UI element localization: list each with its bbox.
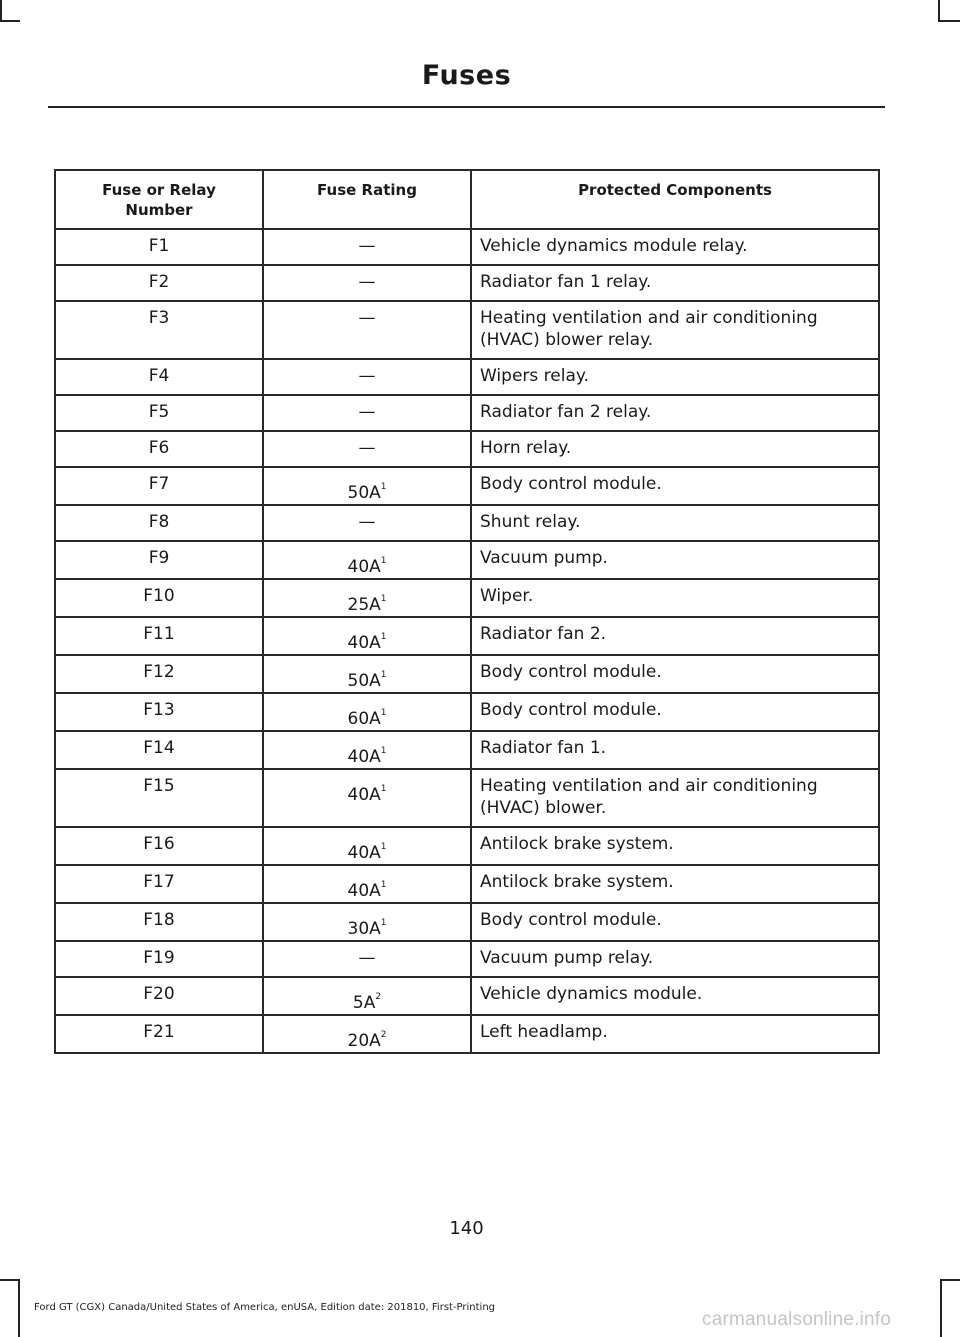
fuse-rating-value: 40A — [347, 747, 381, 767]
footnote-marker: 1 — [380, 594, 387, 604]
table-row — [55, 655, 879, 693]
protected-component: Shunt relay. — [471, 505, 879, 541]
footnote-marker: 1 — [380, 880, 387, 890]
fuse-rating-value: 50A — [347, 483, 381, 503]
fuse-number: F1 — [55, 229, 263, 265]
table-row — [55, 505, 879, 541]
fuse-rating — [263, 579, 471, 617]
protected-component: Vehicle dynamics module relay. — [471, 229, 879, 265]
protected-component: Body control module. — [471, 467, 879, 505]
fuse-rating — [263, 617, 471, 655]
fuse-number: F13 — [55, 693, 263, 731]
fuse-rating-value: 5A — [352, 993, 376, 1013]
protected-component: Antilock brake system. — [471, 865, 879, 903]
protected-component: Radiator fan 1. — [471, 731, 879, 769]
table-row — [55, 301, 879, 359]
fuse-rating — [263, 505, 471, 541]
header-fuse-rating: Fuse Rating — [263, 170, 471, 229]
table-row — [55, 265, 879, 301]
table-row — [55, 229, 879, 265]
fuse-rating — [263, 903, 471, 941]
table-row — [55, 941, 879, 977]
fuse-rating-value: 40A — [347, 785, 381, 805]
footnote-marker: 1 — [380, 918, 387, 928]
fuse-number: F19 — [55, 941, 263, 977]
protected-component: Radiator fan 1 relay. — [471, 265, 879, 301]
fuse-rating — [263, 359, 471, 395]
fuse-number: F3 — [55, 301, 263, 359]
fuse-number: F18 — [55, 903, 263, 941]
table-row — [55, 395, 879, 431]
fuse-rating-value: 20A — [347, 1031, 381, 1051]
fuse-rating — [263, 229, 471, 265]
protected-component: Radiator fan 2. — [471, 617, 879, 655]
table-row — [55, 541, 879, 579]
footnote-marker: 1 — [380, 670, 387, 680]
footnote-marker: 1 — [380, 784, 387, 794]
table-row — [55, 1015, 879, 1053]
fuse-rating — [263, 731, 471, 769]
fuse-rating-value: 40A — [347, 633, 381, 653]
page-title: Fuses — [421, 60, 512, 91]
footnote-marker: 1 — [380, 746, 387, 756]
footnote-marker: 1 — [380, 632, 387, 642]
protected-component: Left headlamp. — [471, 1015, 879, 1053]
fuse-rating — [263, 431, 471, 467]
table-row — [55, 731, 879, 769]
protected-component: Body control module. — [471, 655, 879, 693]
fuse-rating-value: 25A — [347, 595, 381, 615]
fuse-number: F21 — [55, 1015, 263, 1053]
table-row — [55, 431, 879, 467]
fuse-number: F2 — [55, 265, 263, 301]
fuse-rating-value: — — [358, 512, 376, 532]
table-row — [55, 359, 879, 395]
crop-mark — [938, 20, 960, 22]
table-row — [55, 617, 879, 655]
crop-mark — [940, 1279, 942, 1337]
protected-component: Heating ventilation and air conditioning (HVAC) blower. — [471, 769, 879, 827]
protected-component: Wipers relay. — [471, 359, 879, 395]
fuse-rating-value: — — [358, 272, 376, 292]
header-fuse-number — [55, 170, 263, 229]
fuse-number: F16 — [55, 827, 263, 865]
fuse-rating-value: — — [358, 438, 376, 458]
fuse-rating-value: 30A — [347, 919, 381, 939]
fuse-table — [54, 169, 880, 1054]
protected-component: Vacuum pump relay. — [471, 941, 879, 977]
fuse-rating-value: — — [358, 402, 376, 422]
crop-mark — [938, 0, 940, 20]
footnote-marker: 1 — [380, 708, 387, 718]
fuse-number: F17 — [55, 865, 263, 903]
footnote-marker: 1 — [380, 556, 387, 566]
footnote-marker: 1 — [380, 482, 387, 492]
table-row — [55, 467, 879, 505]
fuse-number: F5 — [55, 395, 263, 431]
fuse-rating — [263, 977, 471, 1015]
header-fuse-number-line1: Fuse or Relay — [102, 181, 216, 199]
fuse-rating — [263, 395, 471, 431]
fuse-rating-value: — — [358, 308, 376, 328]
protected-component: Radiator fan 2 relay. — [471, 395, 879, 431]
protected-component: Antilock brake system. — [471, 827, 879, 865]
footnote-marker: 2 — [375, 992, 382, 1002]
table-row — [55, 977, 879, 1015]
table-row — [55, 827, 879, 865]
fuse-number: F4 — [55, 359, 263, 395]
fuse-rating — [263, 541, 471, 579]
fuse-rating-value: 40A — [347, 557, 381, 577]
fuse-number: F20 — [55, 977, 263, 1015]
fuse-rating — [263, 655, 471, 693]
protected-component: Body control module. — [471, 693, 879, 731]
fuse-rating — [263, 467, 471, 505]
fuse-rating-value: 50A — [347, 671, 381, 691]
footnote-marker: 1 — [380, 842, 387, 852]
fuse-number: F7 — [55, 467, 263, 505]
fuse-rating — [263, 769, 471, 827]
table-row — [55, 769, 879, 827]
crop-mark — [18, 1279, 20, 1337]
table-row — [55, 903, 879, 941]
fuse-number: F6 — [55, 431, 263, 467]
title-divider — [48, 106, 885, 108]
crop-mark — [940, 1279, 960, 1281]
protected-component: Body control module. — [471, 903, 879, 941]
table-row — [55, 693, 879, 731]
watermark: carmanualsonline.info — [702, 1309, 892, 1330]
header-protected-components: Protected Components — [471, 170, 879, 229]
protected-component: Wiper. — [471, 579, 879, 617]
fuse-rating-value: — — [358, 236, 376, 256]
protected-component: Vehicle dynamics module. — [471, 977, 879, 1015]
crop-mark — [0, 20, 20, 22]
protected-component: Heating ventilation and air conditioning (HVAC) blower relay. — [471, 301, 879, 359]
fuse-number: F15 — [55, 769, 263, 827]
fuse-number: F9 — [55, 541, 263, 579]
footnote-marker: 2 — [380, 1030, 387, 1040]
fuse-rating — [263, 827, 471, 865]
protected-component: Horn relay. — [471, 431, 879, 467]
fuse-rating — [263, 941, 471, 977]
fuse-rating — [263, 1015, 471, 1053]
fuse-rating — [263, 693, 471, 731]
table-header-row — [55, 170, 879, 229]
page-number: 140 — [449, 1218, 484, 1239]
fuse-rating — [263, 301, 471, 359]
table-row — [55, 579, 879, 617]
crop-mark — [0, 1279, 20, 1281]
table-row — [55, 865, 879, 903]
fuse-rating — [263, 265, 471, 301]
footer-edition: Ford GT (CGX) Canada/United States of America, enUSA, Edition date: 201810, First-Printing — [34, 1302, 496, 1313]
fuse-rating-value: — — [358, 366, 376, 386]
fuse-number: F10 — [55, 579, 263, 617]
fuse-number: F14 — [55, 731, 263, 769]
fuse-rating-value: 60A — [347, 709, 381, 729]
fuse-number: F11 — [55, 617, 263, 655]
protected-component: Vacuum pump. — [471, 541, 879, 579]
fuse-rating — [263, 865, 471, 903]
fuse-rating-value: — — [358, 948, 376, 968]
crop-mark — [0, 0, 2, 20]
fuse-number: F8 — [55, 505, 263, 541]
fuse-rating-value: 40A — [347, 843, 381, 863]
fuse-number: F12 — [55, 655, 263, 693]
fuse-table-body — [55, 229, 879, 1053]
fuse-rating-value: 40A — [347, 881, 381, 901]
header-fuse-number-line2: Number — [125, 201, 193, 219]
